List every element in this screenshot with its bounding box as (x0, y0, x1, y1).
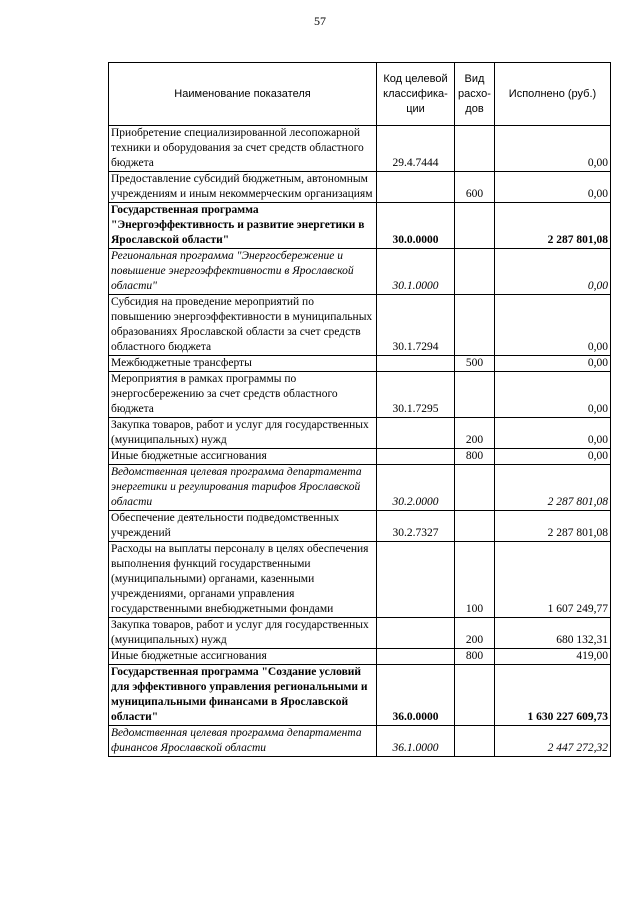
row-executed-amount: 680 132,31 (495, 618, 611, 649)
row-executed-amount: 0,00 (495, 126, 611, 172)
row-target-code: 30.2.0000 (377, 465, 455, 511)
row-expense-type (455, 203, 495, 249)
row-target-code (377, 542, 455, 618)
row-target-code: 30.0.0000 (377, 203, 455, 249)
row-expense-type: 200 (455, 618, 495, 649)
row-expense-type (455, 295, 495, 356)
row-executed-amount: 2 287 801,08 (495, 511, 611, 542)
table-row (109, 649, 611, 665)
row-executed-amount: 0,00 (495, 172, 611, 203)
row-executed-amount: 0,00 (495, 372, 611, 418)
row-expense-type (455, 249, 495, 295)
row-target-code: 29.4.7444 (377, 126, 455, 172)
row-expense-type (455, 465, 495, 511)
row-target-code: 30.1.7295 (377, 372, 455, 418)
table-row (109, 356, 611, 372)
row-target-code: 36.0.0000 (377, 665, 455, 726)
row-expense-type (455, 126, 495, 172)
row-indicator-name: Закупка товаров, работ и услуг для государственных (муниципальных) нужд (109, 418, 377, 449)
row-executed-amount: 2 287 801,08 (495, 203, 611, 249)
budget-execution-table (108, 62, 611, 757)
row-target-code (377, 172, 455, 203)
row-indicator-name: Обеспечение деятельности подведомственных учреждений (109, 511, 377, 542)
header-target-code: Код целевой классифика-ции (377, 63, 455, 126)
row-expense-type (455, 372, 495, 418)
table-row (109, 295, 611, 356)
header-expense-type: Вид расхо-дов (455, 63, 495, 126)
row-indicator-name: Государственная программа "Создание условий для эффективного управления региональными и муниципальными финансами в Ярославской области" (109, 665, 377, 726)
row-executed-amount: 0,00 (495, 418, 611, 449)
row-indicator-name: Ведомственная целевая программа департамента финансов Ярославской области (109, 726, 377, 757)
page-number: 57 (314, 14, 326, 28)
row-indicator-name: Региональная программа "Энергосбережение и повышение энергоэффективности в Ярославской области" (109, 249, 377, 295)
table-row (109, 449, 611, 465)
row-target-code: 30.1.0000 (377, 249, 455, 295)
row-executed-amount: 2 287 801,08 (495, 465, 611, 511)
row-target-code (377, 356, 455, 372)
header-indicator-name: Наименование показателя (109, 63, 377, 126)
row-executed-amount: 0,00 (495, 249, 611, 295)
row-executed-amount: 1 607 249,77 (495, 542, 611, 618)
row-target-code: 30.2.7327 (377, 511, 455, 542)
row-target-code (377, 418, 455, 449)
table-row (109, 542, 611, 618)
row-executed-amount: 1 630 227 609,73 (495, 665, 611, 726)
row-executed-amount: 0,00 (495, 356, 611, 372)
header-executed-amount: Исполнено (руб.) (495, 63, 611, 126)
row-expense-type: 500 (455, 356, 495, 372)
row-executed-amount: 0,00 (495, 295, 611, 356)
row-expense-type (455, 726, 495, 757)
row-target-code (377, 618, 455, 649)
row-executed-amount: 419,00 (495, 649, 611, 665)
table-row (109, 618, 611, 649)
table-header-row (109, 63, 611, 126)
row-indicator-name: Закупка товаров, работ и услуг для государственных (муниципальных) нужд (109, 618, 377, 649)
table-row (109, 249, 611, 295)
row-expense-type (455, 665, 495, 726)
row-indicator-name: Ведомственная целевая программа департамента энергетики и регулирования тарифов Ярославской области (109, 465, 377, 511)
table-row (109, 126, 611, 172)
table-row (109, 372, 611, 418)
row-target-code: 36.1.0000 (377, 726, 455, 757)
row-executed-amount: 2 447 272,32 (495, 726, 611, 757)
row-indicator-name: Предоставление субсидий бюджетным, автономным учреждениям и иным некоммерческим организациям (109, 172, 377, 203)
row-target-code: 30.1.7294 (377, 295, 455, 356)
table-row (109, 665, 611, 726)
row-expense-type (455, 511, 495, 542)
table-row (109, 511, 611, 542)
table-row (109, 203, 611, 249)
row-expense-type: 800 (455, 449, 495, 465)
row-target-code (377, 649, 455, 665)
row-indicator-name: Субсидия на проведение мероприятий по повышению энергоэффективности в муниципальных образованиях Ярославской области за счет средств областного бюджета (109, 295, 377, 356)
table-row (109, 465, 611, 511)
table-body (109, 126, 611, 757)
row-executed-amount: 0,00 (495, 449, 611, 465)
table-row (109, 172, 611, 203)
row-indicator-name: Иные бюджетные ассигнования (109, 449, 377, 465)
row-expense-type: 800 (455, 649, 495, 665)
row-expense-type: 200 (455, 418, 495, 449)
table-row (109, 418, 611, 449)
row-target-code (377, 449, 455, 465)
row-expense-type: 600 (455, 172, 495, 203)
row-expense-type: 100 (455, 542, 495, 618)
row-indicator-name: Расходы на выплаты персоналу в целях обеспечения выполнения функций государственными (муниципальными) органами, казенными учреждениями, органами управления государственными внебюджетными фондами (109, 542, 377, 618)
row-indicator-name: Мероприятия в рамках программы по энергосбережению за счет средств областного бюджета (109, 372, 377, 418)
row-indicator-name: Государственная программа "Энергоэффективность и развитие энергетики в Ярославской области" (109, 203, 377, 249)
row-indicator-name: Межбюджетные трансферты (109, 356, 377, 372)
row-indicator-name: Приобретение специализированной лесопожарной техники и оборудования за счет средств областного бюджета (109, 126, 377, 172)
row-indicator-name: Иные бюджетные ассигнования (109, 649, 377, 665)
table-row (109, 726, 611, 757)
